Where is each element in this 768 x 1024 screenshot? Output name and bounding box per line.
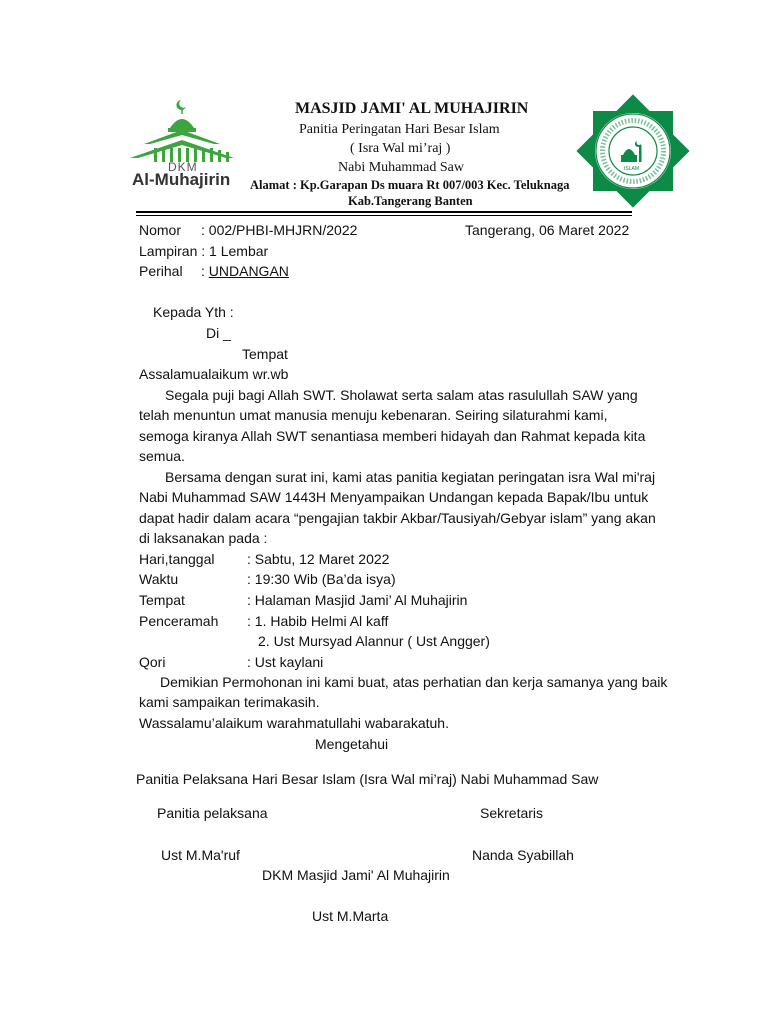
mosque-icon [124,98,240,164]
committee-line: Panitia Pelaksana Hari Besar Islam (Isra Wal mi’raj) Nabi Muhammad Saw [136,771,599,787]
right-role: Sekretaris [480,805,544,821]
nomor-value: : 002/PHBI-MHJRN/2022 [201,222,358,238]
farewell: Wassalamu’alaikum warahmatullahi wabarakatuh. [139,715,449,731]
event-name: ( Isra Wal mi’raj ) [350,141,451,156]
dkm-logo-small-text: DKM [168,160,198,174]
dkm-logo [124,98,240,194]
committee-name: Panitia Peringatan Hari Besar Islam [299,122,500,137]
paragraph-2-line-2: Nabi Muhammad SAW 1443H Menyampaikan Undangan kepada Bapak/Ibu untuk [139,489,649,505]
recipient-di: Di _ [206,325,231,341]
paragraph-2-line-1: Bersama dengan surat ini, kami atas panitia kegiatan peringatan isra Wal mi'raj [165,469,656,485]
dkm-role: DKM Masjid Jami' Al Muhajirin [262,867,450,883]
left-name: Ust M.Ma'ruf [161,847,240,863]
header-rule-thin [136,215,632,216]
place-date: Tangerang, 06 Maret 2022 [465,222,630,238]
detail-tempat-value: : Halaman Masjid Jami’ Al Muhajirin [247,592,468,608]
detail-tempat-label: Tempat [139,592,185,608]
recipient-tempat: Tempat [242,346,288,362]
org-name: MASJID JAMI' AL MUHAJIRIN [295,100,529,117]
paragraph-2-line-4: di laksanakan pada : [139,530,268,546]
detail-qori-label: Qori [139,654,166,670]
seal-inner-text: ISLAM [624,166,640,172]
perihal-colon: : [201,263,209,279]
paragraph-1-line-3: semoga kiranya Allah SWT senantiasa memberi hidayah dan Rahmat kepada kita [139,428,646,444]
detail-waktu-value: : 19:30 Wib (Ba’da isya) [247,571,396,587]
perihal-line [201,261,289,281]
detail-penceramah-value-2: 2. Ust Mursyad Alannur ( Ust Angger) [258,633,490,649]
paragraph-2-line-3: dapat hadir dalam acara “pengajian takbir Akbar/Tausiyah/Gebyar islam” yang akan [139,510,656,526]
detail-penceramah-label: Penceramah [139,613,219,629]
closing-line-2: kami sampaikan terimakasih. [139,694,320,710]
perihal-label: Perihal [139,263,183,279]
address-line-1: Alamat : Kp.Garapan Ds muara Rt 007/003 Kec. Teluknaga [250,178,570,192]
dkm-logo-big-text: Al-Muhajirin [132,170,231,189]
recipient-kepada: Kepada Yth : [153,304,234,320]
nomor-label: Nomor [139,222,182,238]
prophet-name: Nabi Muhammad Saw [338,160,464,175]
phbi-seal [576,94,690,208]
greeting: Assalamualaikum wr.wb [139,366,289,382]
right-name: Nanda Syabillah [472,847,574,863]
seal-icon [576,94,690,208]
header-rule-thick [136,211,632,213]
detail-penceramah-value-1: : 1. Habib Helmi Al kaff [247,613,389,629]
paragraph-1-line-2: telah menuntun umat manusia menuju kebenaran. Seiring silaturahmi kami, [139,407,608,423]
mengetahui: Mengetahui [315,736,389,752]
paragraph-1-line-1: Segala puji bagi Allah SWT. Sholawat serta salam atas rasulullah SAW yang [165,387,638,403]
detail-hari-label: Hari,tanggal [139,551,215,567]
dkm-name: Ust M.Marta [312,908,389,924]
detail-qori-value: : Ust kaylani [247,654,324,670]
left-role: Panitia pelaksana [157,805,268,821]
detail-waktu-label: Waktu [139,571,179,587]
paragraph-1-line-4: semua. [139,448,185,464]
lampiran: Lampiran : 1 Lembar [139,243,269,259]
detail-hari-value: : Sabtu, 12 Maret 2022 [247,551,390,567]
closing-line-1: Demikian Permohonan ini kami buat, atas perhatian dan kerja samanya yang baik [160,674,668,690]
perihal-value: UNDANGAN [208,263,289,279]
address-line-2: Kab.Tangerang Banten [348,194,473,208]
